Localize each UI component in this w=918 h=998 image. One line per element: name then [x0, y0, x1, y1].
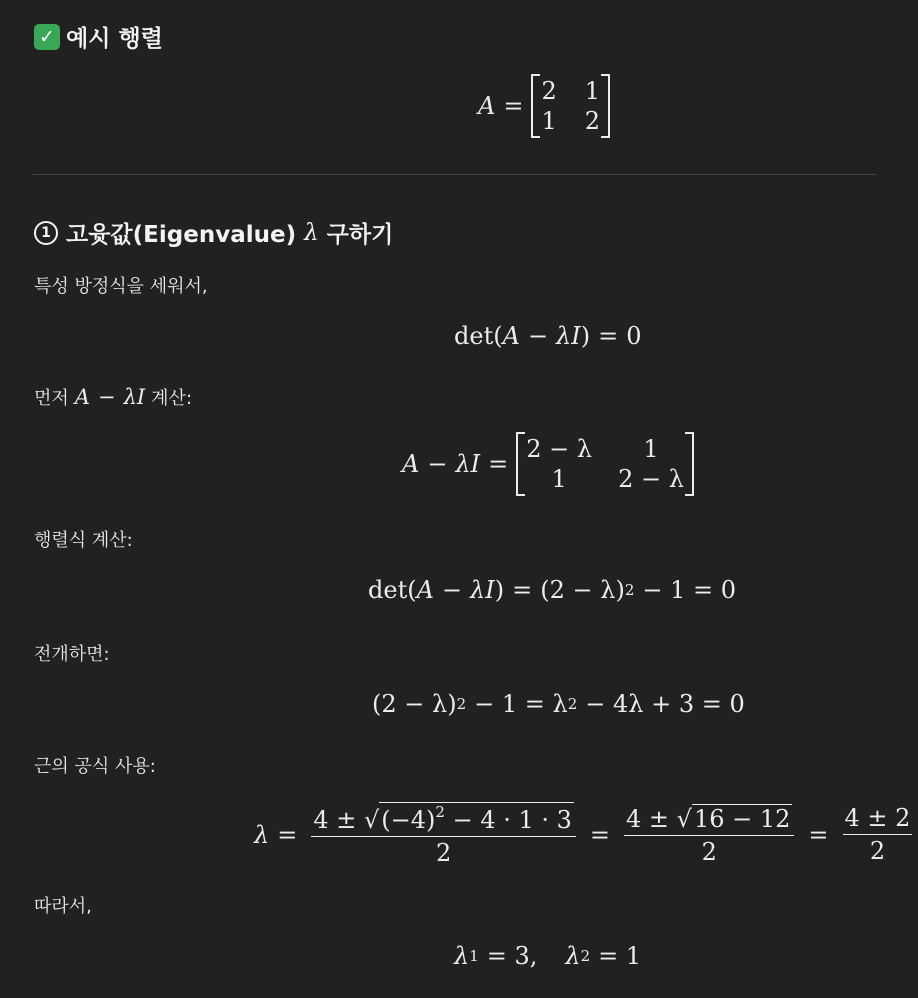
math-minus: −	[97, 385, 116, 409]
matrix-cell: 1	[541, 107, 557, 135]
matrix-cell: 1	[643, 435, 659, 463]
math-paren: )	[580, 322, 591, 350]
math-equals: =	[512, 576, 533, 604]
paragraph: 따라서,	[34, 896, 92, 917]
check-mark-icon: ✓	[34, 24, 60, 50]
matrix-a-equation	[478, 74, 610, 138]
math-subscript: 2	[580, 947, 591, 965]
math-expression: − 1 = 0	[642, 576, 737, 604]
math-minus: −	[441, 576, 463, 604]
equation-quadratic-formula	[254, 802, 918, 867]
math-minus: −	[527, 322, 549, 350]
matrix-cell: 1	[551, 465, 567, 493]
matrix-cell: 2	[541, 77, 557, 105]
math-lambda: λ	[470, 576, 486, 604]
paragraph	[34, 384, 192, 410]
radicand: 16 − 12	[693, 804, 791, 833]
matrix-a	[531, 74, 610, 138]
heading-text-suffix: 구하기	[326, 222, 394, 248]
math-equals: =	[808, 820, 829, 849]
circled-number-icon: 1	[34, 221, 58, 245]
math-expression: = 3,	[486, 942, 538, 970]
math-lambda: λ	[254, 820, 270, 849]
equation-determinant	[368, 576, 736, 604]
math-var-a: A	[74, 385, 90, 409]
math-paren: (	[493, 322, 503, 350]
heading-lambda: λ	[304, 219, 319, 246]
heading-text: 예시 행렬	[66, 26, 163, 52]
paragraph: 행렬식 계산:	[34, 530, 133, 551]
fraction-numerator	[624, 804, 794, 835]
math-lambda: λ	[123, 385, 137, 409]
math-equals: =	[488, 450, 509, 478]
math-expression: (2 − λ)	[372, 690, 457, 718]
section-heading-example-matrix	[34, 20, 163, 53]
fraction-denominator: 2	[843, 834, 913, 865]
math-expression: (−4)	[381, 806, 436, 834]
fraction-numerator: 4 ± 2	[844, 804, 911, 832]
paragraph: 특성 방정식을 세워서,	[34, 276, 208, 297]
inline-math	[75, 385, 145, 409]
math-var-a: A	[502, 322, 520, 350]
math-var-i: I	[136, 385, 146, 409]
math-paren: (	[407, 576, 417, 604]
math-zero: 0	[626, 322, 642, 350]
math-lambda: λ	[556, 322, 572, 350]
matrix-cell: 2 − λ	[618, 465, 684, 493]
math-equals: =	[598, 322, 619, 350]
math-expression: − 4λ + 3 = 0	[585, 690, 745, 718]
matrix-cell: 1	[584, 77, 601, 105]
paragraph-text: 계산:	[151, 388, 193, 409]
math-expression: − 4 · 1 · 3	[452, 806, 572, 834]
fraction	[843, 804, 913, 865]
fraction	[624, 804, 794, 866]
math-var-a: A	[478, 92, 496, 120]
math-lambda: λ	[454, 942, 470, 970]
math-exponent: 2	[624, 581, 635, 599]
heading-text-prefix: 고윳값(Eigenvalue)	[66, 222, 297, 248]
math-minus: −	[427, 450, 448, 478]
square-root	[677, 804, 793, 833]
math-lambda: λ	[565, 942, 581, 970]
paragraph: 전개하면:	[34, 644, 110, 665]
section-heading-eigenvalue	[34, 216, 393, 249]
math-equals: =	[503, 92, 524, 120]
math-var-i: I	[571, 322, 581, 350]
math-equals: =	[277, 820, 298, 849]
math-lambda: λ	[455, 450, 471, 478]
square-root	[364, 802, 574, 834]
matrix-cell: 2 − λ	[526, 435, 593, 463]
equation-expanded	[372, 690, 745, 718]
math-exponent: 2	[435, 803, 445, 821]
math-expression: − 1 = λ	[474, 690, 568, 718]
fraction-denominator: 2	[311, 836, 576, 867]
math-var-a: A	[416, 576, 434, 604]
math-var-i: I	[485, 576, 495, 604]
sqrt-sign-icon: √	[363, 806, 380, 834]
equation-a-minus-lambda-i	[402, 432, 694, 496]
math-expression: = 1	[598, 942, 642, 970]
matrix-cell: 2	[584, 107, 601, 135]
fraction	[311, 802, 576, 867]
sqrt-sign-icon: √	[676, 804, 692, 833]
math-paren: )	[494, 576, 505, 604]
paragraph-text: 먼저	[34, 388, 69, 409]
math-var-a: A	[402, 450, 420, 478]
radicand	[379, 802, 574, 834]
math-expression: (2 − λ)	[540, 576, 625, 604]
paragraph: 근의 공식 사용:	[34, 756, 156, 777]
math-exponent: 2	[456, 695, 467, 713]
math-equals: =	[589, 820, 611, 849]
math-expression: 4 ±	[313, 806, 357, 834]
fraction-denominator: 2	[624, 835, 794, 866]
equation-eigenvalues	[454, 942, 641, 970]
equation-characteristic	[454, 322, 642, 350]
math-subscript: 1	[469, 947, 479, 965]
math-det: det	[454, 322, 494, 350]
fraction-numerator	[311, 802, 576, 836]
section-divider	[33, 174, 876, 175]
matrix-a-minus-lambda-i	[516, 432, 694, 496]
math-exponent: 2	[567, 695, 578, 713]
math-expression: 4 ±	[626, 804, 670, 833]
math-var-i: I	[470, 450, 481, 478]
math-det: det	[368, 576, 408, 604]
